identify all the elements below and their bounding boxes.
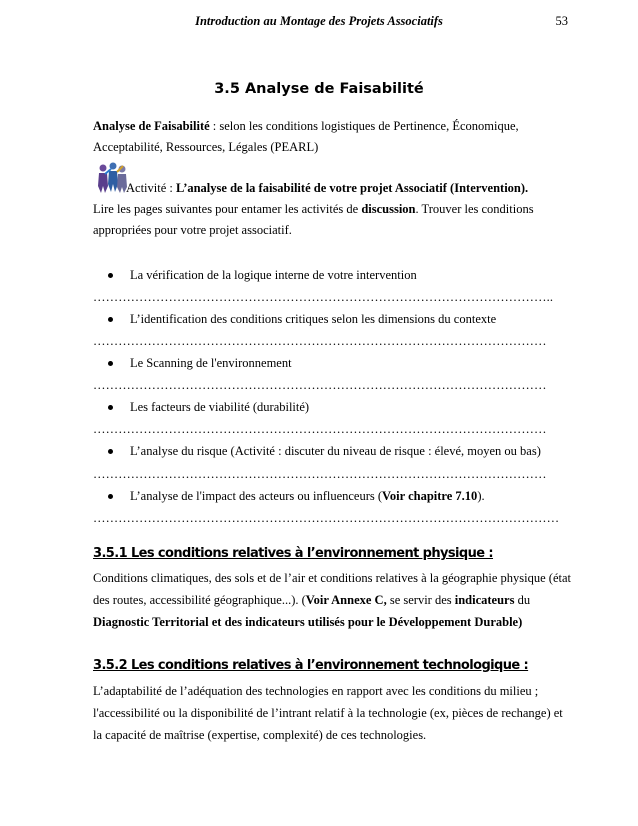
page-number: 53 <box>555 14 568 28</box>
physical-text-3: du <box>514 593 531 607</box>
running-header <box>0 14 638 34</box>
answer-dots: ……………………………………………………………………………………………… <box>93 334 547 348</box>
header-title: Introduction au Montage des Projets Associatifs <box>195 14 443 28</box>
answer-dots: ……………………………………………………………………………………………… <box>93 378 547 392</box>
answer-dots: ………………………………………………………………………………………………… <box>93 511 560 525</box>
activity-text-after: . Trouver les conditions appropriées pour votre projet associatif. <box>93 202 534 237</box>
physical-text-1: Conditions climatiques, des sols et de l’air et conditions relatives à la géographie physique (état des routes, accessibilité géographique...). ( <box>93 571 572 607</box>
activity-text-before: Lire les pages suivantes pour entamer les activités de <box>93 202 362 216</box>
bullet-text: La vérification de la logique interne de votre intervention <box>130 268 417 282</box>
bullet-text: Les facteurs de viabilité (durabilité) <box>130 400 310 414</box>
subsection-technological-text: L’adaptabilité de l’adéquation des technologies en rapport avec les conditions du milieu ; l'accessibilité ou la disponibilité de l’intrant relatif à la technologie (ex, pièces de rechange) et la capacité de maîtrise (expertise, complexité) de ces technologies. <box>93 684 563 742</box>
bullet-dot <box>108 494 113 499</box>
activity-line <box>126 178 586 199</box>
answer-dots: ……………………………………………………………………………………………… <box>93 422 547 436</box>
bullet-text: Le Scanning de l'environnement <box>130 356 292 370</box>
bullet-text-after: ). <box>477 489 485 503</box>
bullet-text: L’analyse du risque (Activité : discuter du niveau de risque : élevé, moyen ou bas) <box>130 444 541 458</box>
bullet-dot <box>108 405 113 410</box>
subsection-physical-text <box>93 567 573 633</box>
activity-title: L’analyse de la faisabilité de votre projet Associatif (Intervention). <box>176 181 529 195</box>
intro-text: : selon les conditions logistiques de Pertinence, Économique, Acceptabilité, Ressources, Légales (PEARL) <box>93 119 519 154</box>
bullet-dot <box>108 361 113 366</box>
answer-dots: ……………………………………………………………………………………………… <box>93 467 547 481</box>
chapter-reference: Voir chapitre 7.10 <box>382 489 478 503</box>
diagnostic-reference: Diagnostic Territorial et des indicateurs utilisés pour le Développement Durable) <box>93 615 523 629</box>
group-people-icon <box>95 160 129 194</box>
activity-label: Activité : <box>126 181 176 195</box>
activity-text-bold: discussion <box>361 202 416 216</box>
bullet-text: L’identification des conditions critiques selon les dimensions du contexte <box>130 312 497 326</box>
bullet-dot <box>108 273 113 278</box>
answer-dots: ……………………………………………………………………………………………….. <box>93 290 554 304</box>
subsection-heading-physical: 3.5.1 Les conditions relatives à l’environnement physique : <box>93 546 494 561</box>
bullet-text-before: L’analyse de l'impact des acteurs ou influenceurs ( <box>130 489 383 503</box>
activity-instructions <box>93 199 573 241</box>
bullet-dot <box>108 449 113 454</box>
intro-bold-lead: Analyse de Faisabilité <box>93 119 210 133</box>
annex-reference: Voir Annexe C, <box>305 593 387 607</box>
subsection-heading-technological: 3.5.2 Les conditions relatives à l’environnement technologique : <box>93 658 529 673</box>
bullet-text <box>130 487 485 505</box>
intro-paragraph <box>93 116 573 158</box>
physical-text-2: se servir des <box>386 593 455 607</box>
bullet-dot <box>108 317 113 322</box>
section-title: 3.5 Analyse de Faisabilité <box>214 81 424 97</box>
indicators-term: indicateurs <box>454 593 515 607</box>
